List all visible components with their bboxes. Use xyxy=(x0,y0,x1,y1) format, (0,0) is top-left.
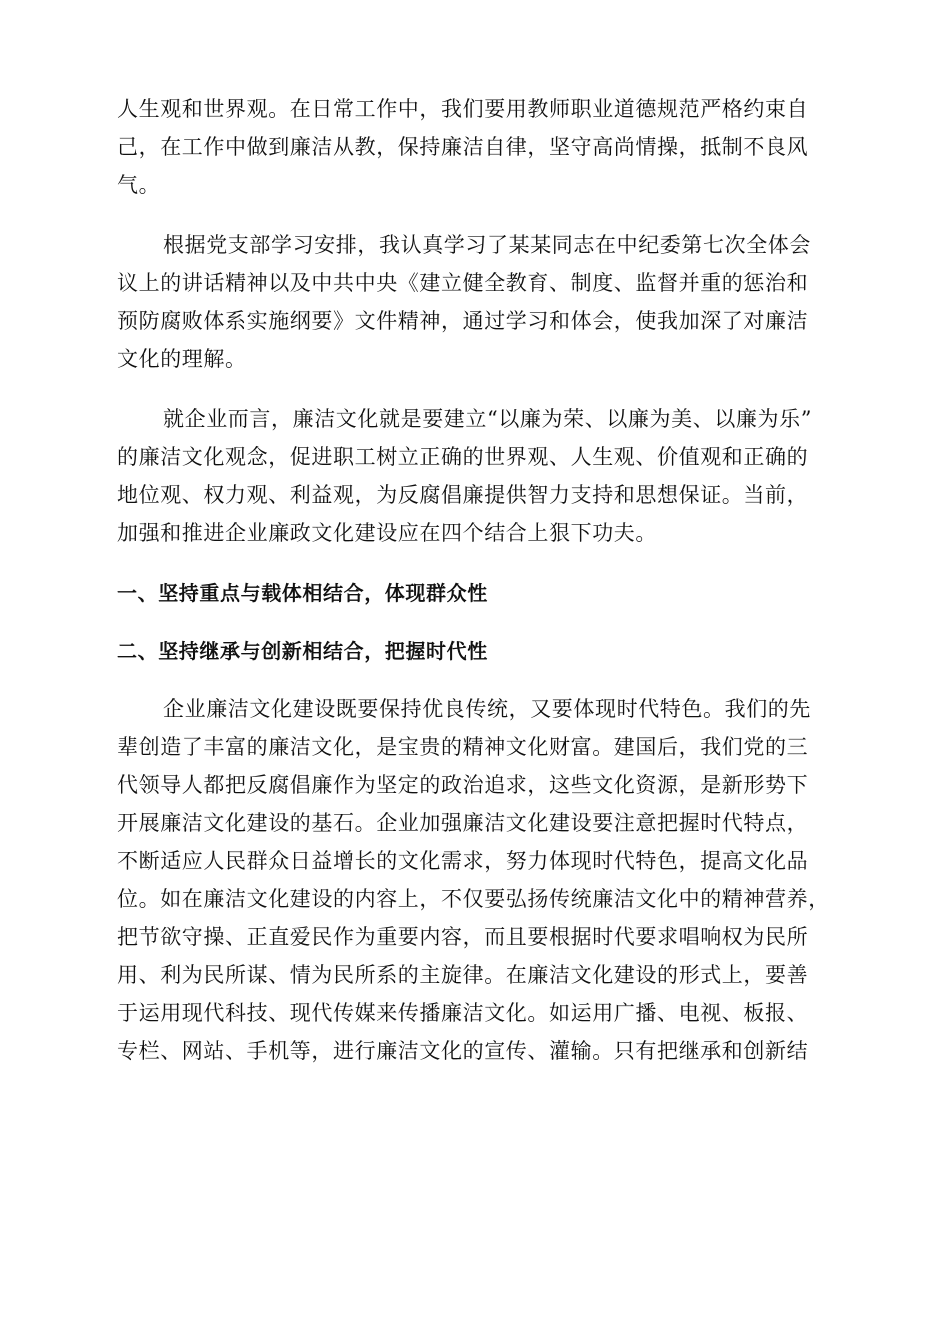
paragraph-line: 代领导人都把反腐倡廉作为坚定的政治追求，这些文化资源，是新形势下 xyxy=(117,773,809,797)
paragraph-line: 气。 xyxy=(117,173,161,197)
paragraph-line: 把节欲守操、正直爱民作为重要内容，而且要根据时代要求唱响权为民所 xyxy=(117,925,809,949)
paragraph-1 xyxy=(117,90,835,204)
section-heading-1: 一、坚持重点与载体相结合，体现群众性 xyxy=(117,581,488,605)
paragraph-line: 人生观和世界观。在日常工作中，我们要用教师职业道德规范严格约束自 xyxy=(117,97,809,121)
section-heading-2: 二、坚持继承与创新相结合，把握时代性 xyxy=(117,639,488,663)
paragraph-line: 企业廉洁文化建设既要保持优良传统，又要体现时代特色。我们的先 xyxy=(163,697,811,721)
paragraph-line: 于运用现代科技、现代传媒来传播廉洁文化。如运用广播、电视、板报、 xyxy=(117,1001,809,1025)
paragraph-line: 加强和推进企业廉政文化建设应在四个结合上狠下功夫。 xyxy=(117,521,657,545)
paragraph-line: 地位观、权力观、利益观，为反腐倡廉提供智力支持和思想保证。当前， xyxy=(117,483,809,507)
paragraph-line: 的廉洁文化观念，促进职工树立正确的世界观、人生观、价值观和正确的 xyxy=(117,445,809,469)
paragraph-line: 预防腐败体系实施纲要》文件精神，通过学习和体会，使我加深了对廉洁 xyxy=(117,309,809,333)
paragraph-4 xyxy=(117,690,835,1070)
paragraph-3 xyxy=(117,400,835,552)
paragraph-line: 就企业而言，廉洁文化就是要建立“以廉为荣、以廉为美、以廉为乐” xyxy=(163,407,813,431)
paragraph-line: 专栏、网站、手机等，进行廉洁文化的宣传、灌输。只有把继承和创新结 xyxy=(117,1039,809,1063)
paragraph-line: 根据党支部学习安排，我认真学习了某某同志在中纪委第七次全体会 xyxy=(163,233,811,257)
paragraph-2 xyxy=(117,226,835,378)
paragraph-line: 位。如在廉洁文化建设的内容上，不仅要弘扬传统廉洁文化中的精神营养， xyxy=(117,887,830,911)
paragraph-line: 议上的讲话精神以及中共中央《建立健全教育、制度、监督并重的惩治和 xyxy=(117,271,809,295)
document-body xyxy=(117,90,835,1092)
paragraph-line: 文化的理解。 xyxy=(117,347,247,371)
paragraph-line: 不断适应人民群众日益增长的文化需求，努力体现时代特色，提高文化品 xyxy=(117,849,809,873)
paragraph-line: 己，在工作中做到廉洁从教，保持廉洁自律，坚守高尚情操，抵制不良风 xyxy=(117,135,809,159)
paragraph-line: 开展廉洁文化建设的基石。企业加强廉洁文化建设要注意把握时代特点， xyxy=(117,811,809,835)
paragraph-line: 用、利为民所谋、情为民所系的主旋律。在廉洁文化建设的形式上，要善 xyxy=(117,963,809,987)
paragraph-line: 辈创造了丰富的廉洁文化，是宝贵的精神文化财富。建国后，我们党的三 xyxy=(117,735,809,759)
